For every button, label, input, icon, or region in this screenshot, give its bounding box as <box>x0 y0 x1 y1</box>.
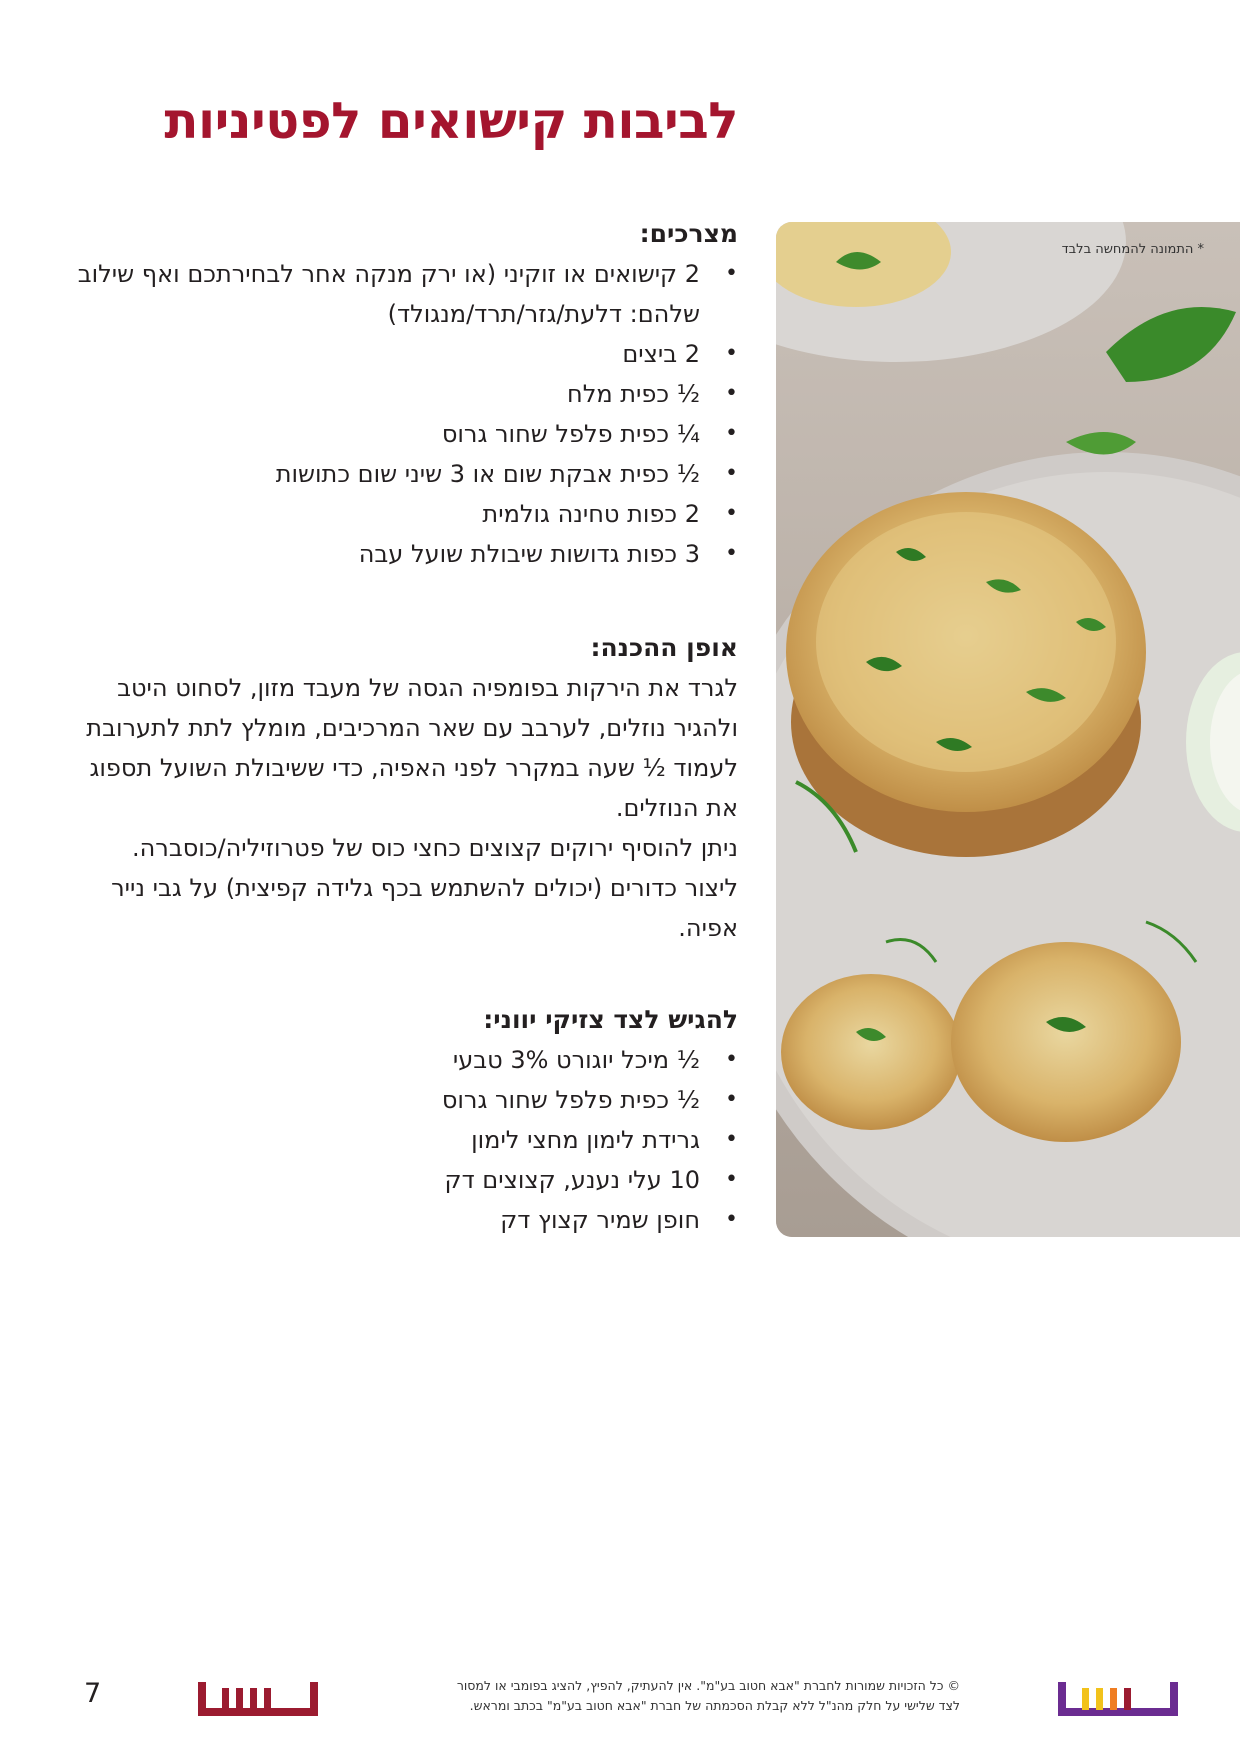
preparation-paragraph: ניתן להוסיף ירוקים קצוצים כחצי כוס של פטרוזיליה/כוסברה. <box>132 834 738 862</box>
ingredients-heading: מצרכים: <box>639 219 738 248</box>
list-item: • 3 כפות גדושות שיבולת שועל עבה <box>58 534 738 574</box>
ingredients-list <box>58 254 738 574</box>
brand-logo-icon <box>198 1682 318 1716</box>
preparation-paragraph: לגרד את הירקות בפומפיה הגסה של מעבד מזון, לסחוט היטב ולהגיר נוזלים, לערבב עם שאר המרכיבים, מומלץ לתת לתערובת לעמוד ½ שעה במקרר לפני האפיה, כדי ששיבולת השועל תספוג את הנוזלים. <box>86 674 738 822</box>
list-item: • ½ כפית פלפל שחור גרוס <box>58 1080 738 1120</box>
list-item: • 2 כפות טחינה גולמית <box>58 494 738 534</box>
list-item: • ½ מיכל יוגורט 3% טבעי <box>58 1040 738 1080</box>
copyright-notice <box>400 1676 960 1716</box>
serving-list <box>58 1040 738 1240</box>
list-item: • 2 קישואים או זוקיני (או ירק מנקה אחר לבחירתכם ואף שילוב שלהם: דלעת/גזר/תרד/מנגולד) <box>58 254 738 334</box>
list-item: • גרידת לימון מחצי לימון <box>58 1120 738 1160</box>
list-item: • 2 ביצים <box>58 334 738 374</box>
ingredients-section <box>58 214 738 574</box>
preparation-heading: אופן ההכנה: <box>590 633 738 662</box>
page-number: 7 <box>84 1678 102 1709</box>
preparation-paragraph: ליצור כדורים (יכולים להשתמש בכף גלידה קפיצית) על גבי נייר אפיה. <box>111 874 738 942</box>
preparation-section <box>58 628 738 948</box>
photo-illustration <box>776 222 1240 1237</box>
copyright-line: לצד שלישי על חלק מהנ"ל ללא קבלת הסכמתה של חברת "אבא חטוב בע"מ" בכתב ומראש. <box>469 1698 960 1713</box>
photo-disclaimer: * התמונה להמחשה בלבד <box>1061 242 1204 257</box>
copyright-line: © כל הזכויות שמורות לחברת "אבא חטוב בע"מ". אין להעתיק, להפיץ, להציג בפומבי או למסור <box>456 1678 960 1693</box>
recipe-title: לביבות קישואים לפטיניות <box>164 92 738 150</box>
list-item: • ½ כפית מלח <box>58 374 738 414</box>
zucchini-fritters-photo <box>776 222 1240 1237</box>
list-item: • ½ כפית אבקת שום או 3 שיני שום כתושות <box>58 454 738 494</box>
serving-section <box>58 1000 738 1240</box>
list-item: • ¼ כפית פלפל שחור גרוס <box>58 414 738 454</box>
brand-logo-color-icon <box>1058 1682 1178 1716</box>
list-item: • חופן שמיר קצוץ דק <box>58 1200 738 1240</box>
serving-heading: להגיש לצד צזיקי יווני: <box>483 1005 738 1034</box>
list-item: • 10 עלי נענע, קצוצים דק <box>58 1160 738 1200</box>
